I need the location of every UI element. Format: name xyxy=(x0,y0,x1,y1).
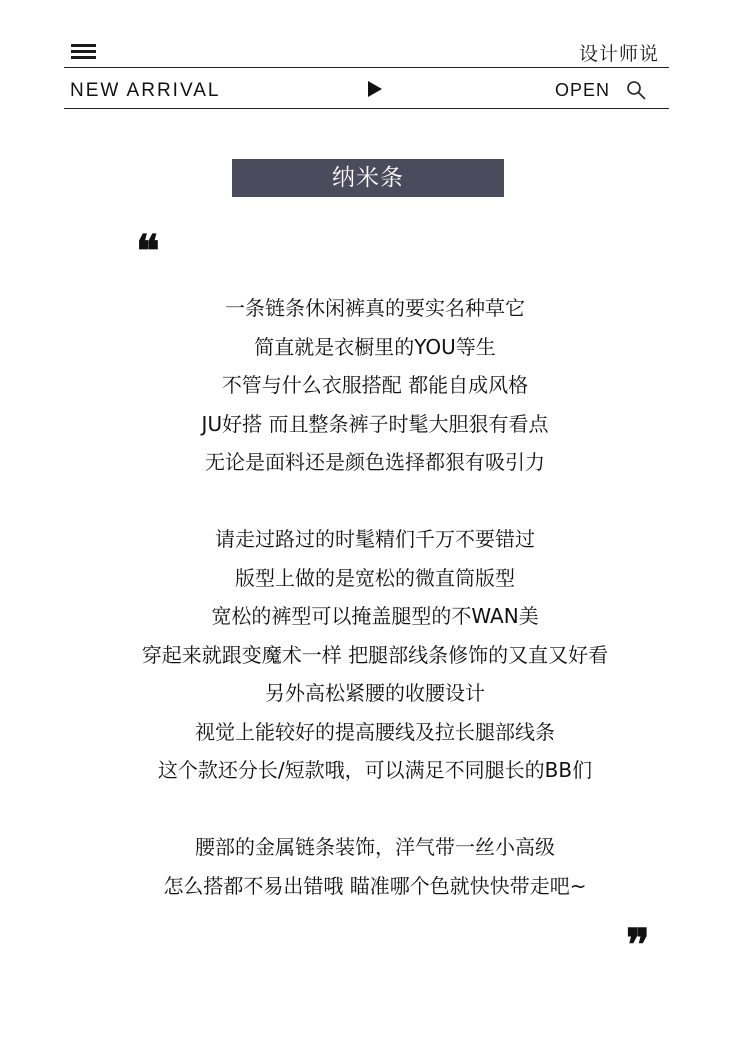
text-line: 简直就是衣橱里的YOU等生 xyxy=(254,334,496,359)
open-label[interactable]: OPEN xyxy=(555,80,611,100)
text-line: 穿起来就跟变魔术一样 把腿部线条修饰的又直又好看 xyxy=(141,642,609,667)
text-line: 版型上做的是宽松的微直筒版型 xyxy=(235,565,515,590)
play-icon[interactable] xyxy=(368,81,382,97)
new-arrival-label[interactable]: NEW ARRIVAL xyxy=(70,80,221,101)
text-line: 腰部的金属链条装饰，洋气带一丝小高级 xyxy=(195,835,555,859)
article-body xyxy=(60,289,690,944)
text-line: JU好搭 而且整条裤子时髦大胆狠有看点 xyxy=(201,411,549,436)
paragraph xyxy=(60,828,690,905)
text-line: 这个款还分长/短款哦，可以满足不同腿长的BB们 xyxy=(157,758,593,782)
text-line: 怎么搭都不易出错哦 瞄准哪个色就快快带走吧~ xyxy=(163,873,587,898)
brand-label: 设计师说 xyxy=(578,43,659,65)
text-line: 无论是面料还是颜色选择都狠有吸引力 xyxy=(205,450,545,474)
open-quote-icon: ❝ xyxy=(136,226,160,277)
article-title: 纳米条 xyxy=(232,159,504,197)
header-divider-bottom xyxy=(64,108,669,109)
text-line: 另外高松紧腰的收腰设计 xyxy=(265,681,485,705)
text-line: 视觉上能较好的提高腰线及拉长腿部线条 xyxy=(195,719,555,744)
paragraph xyxy=(60,289,690,482)
close-quote-icon: ❞ xyxy=(626,920,650,971)
text-line: 不管与什么衣服搭配 都能自成风格 xyxy=(221,373,529,397)
hamburger-menu-icon[interactable] xyxy=(71,44,96,59)
header-divider-top xyxy=(64,67,669,68)
text-line: 一条链条休闲裤真的要实名种草它 xyxy=(225,296,525,320)
search-icon[interactable] xyxy=(626,80,646,100)
text-line: 宽松的裤型可以掩盖腿型的不WAN美 xyxy=(211,604,539,628)
text-line: 请走过路过的时髦精们千万不要错过 xyxy=(215,527,535,551)
paragraph xyxy=(60,520,690,790)
